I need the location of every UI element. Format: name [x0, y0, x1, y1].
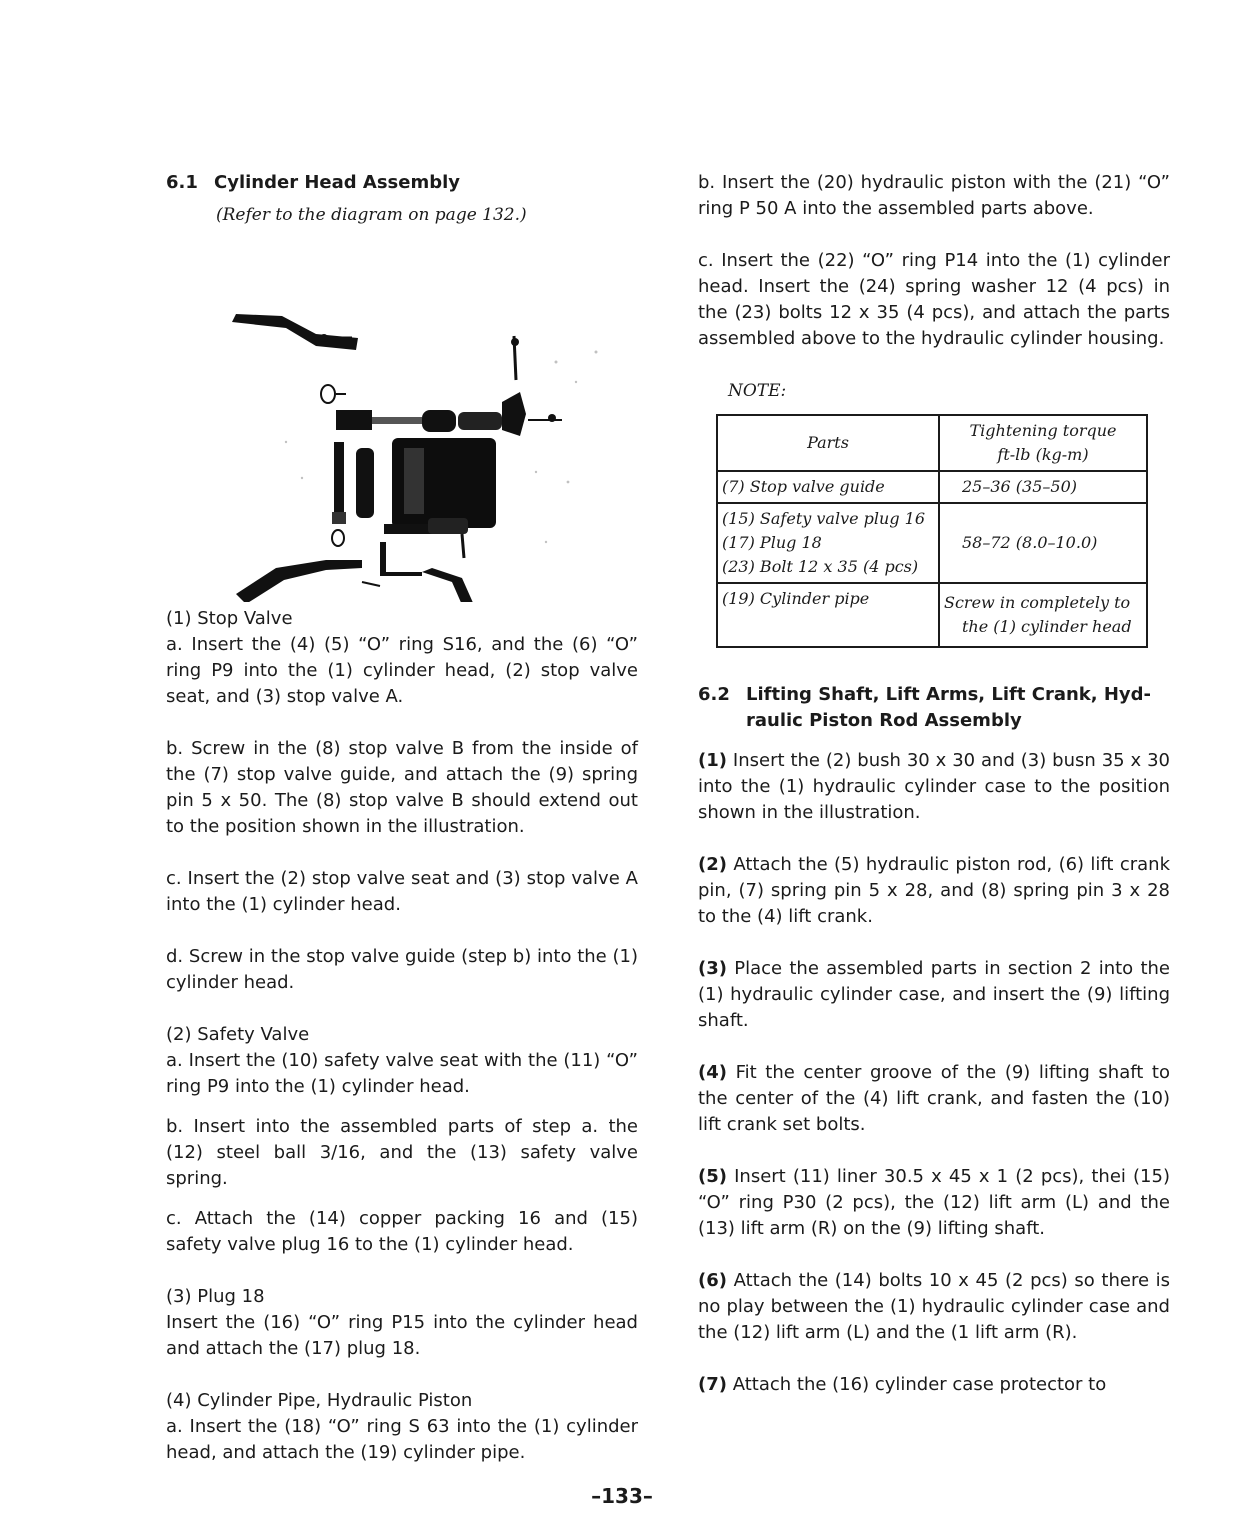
safety-valve-heading: (2) Safety Valve: [166, 1024, 310, 1045]
lift-step-5: [698, 1164, 1170, 1242]
lift-step-3: [698, 956, 1170, 1034]
row-3-torque-line-2: the (1) cylinder head: [962, 617, 1132, 636]
lift-step-1-text: Insert the (2) bush 30 x 30 and (3) busn 35 x 30 into the (1) hydraulic cylinder case to the position shown in the illustration.: [698, 750, 1170, 823]
lift-step-7-text: Attach the (16) cylinder case protector to: [732, 1374, 1107, 1395]
lift-step-7-num: (7): [698, 1374, 727, 1395]
lift-step-7: [698, 1372, 1170, 1398]
safety-valve-step-b: b. Insert into the assembled parts of step a. the (12) steel ball 3/16, and the (13) safety valve spring.: [166, 1116, 638, 1189]
row-3-torque: [939, 583, 1147, 647]
table-row: [717, 583, 1147, 647]
section-2-title-line-2: raulic Piston Rod Assembly: [746, 710, 1022, 731]
lift-step-1-num: (1): [698, 750, 727, 771]
diagram-reference: (Refer to the diagram on page 132.): [216, 205, 527, 225]
stop-valve-step-c: c. Insert the (2) stop valve seat and (3) stop valve A into the (1) cylinder head.: [166, 868, 638, 915]
plug-heading: (3) Plug 18: [166, 1286, 265, 1307]
row-2-parts-line-2: (17) Plug 18: [722, 533, 822, 552]
lift-step-3-num: (3): [698, 958, 727, 979]
plug-text: Insert the (16) “O” ring P15 into the cylinder head and attach the (17) plug 18.: [166, 1312, 638, 1359]
row-3-torque-line-1: Screw in completely to: [944, 593, 1131, 612]
section-2-title-line-1: Lifting Shaft, Lift Arms, Lift Crank, Hyd-: [746, 684, 1152, 705]
right-column: [698, 170, 1170, 1398]
piston-step-b: b. Insert the (20) hydraulic piston with the (21) “O” ring P 50 A into the assembled parts above.: [698, 172, 1170, 219]
safety-valve-step-c: c. Attach the (14) copper packing 16 and (15) safety valve plug 16 to the (1) cylinder head.: [166, 1208, 638, 1255]
cylinder-pipe-heading: (4) Cylinder Pipe, Hydraulic Piston: [166, 1390, 473, 1411]
lift-step-6-text: Attach the (14) bolts 10 x 45 (2 pcs) so there is no play between the (1) hydraulic cylinder case and the (12) lift arm (L) and the (1 lift arm (R).: [698, 1270, 1171, 1343]
lift-step-2-text: Attach the (5) hydraulic piston rod, (6) lift crank pin, (7) spring pin 5 x 28, and (8) spring pin 3 x 28 to the (4) lift crank.: [698, 854, 1170, 927]
section-6-2-title: [698, 682, 1170, 734]
cylinder-head-exploded-view: [166, 242, 636, 602]
stop-valve-step-d: d. Screw in the stop valve guide (step b) into the (1) cylinder head.: [166, 946, 638, 993]
cylinder-pipe-step-a: a. Insert the (18) “O” ring S 63 into the (1) cylinder head, and attach the (19) cylinder pipe.: [166, 1416, 638, 1463]
left-column: [166, 170, 638, 1466]
row-2-parts-line-3: (23) Bolt 12 x 35 (4 pcs): [722, 557, 919, 576]
lift-step-5-num: (5): [698, 1166, 727, 1187]
lift-step-2: [698, 852, 1170, 930]
lift-step-4-num: (4): [698, 1062, 727, 1083]
lift-step-5-text: Insert (11) liner 30.5 x 45 x 1 (2 pcs), thei (15) “O” ring P30 (2 pcs), the (12) lift arm (L) and the (13) lift arm (R) on the (9) lifting shaft.: [698, 1166, 1170, 1239]
table-row: [717, 503, 1147, 583]
piston-step-c: c. Insert the (22) “O” ring P14 into the (1) cylinder head. Insert the (24) spring washer 12 (4 pcs) in the (23) bolts 12 x 35 (4 pcs), and attach the parts assembled above to the hydraulic cylinder housing.: [698, 250, 1170, 349]
lift-step-2-num: (2): [698, 854, 727, 875]
row-1-parts: (7) Stop valve guide: [717, 471, 939, 503]
exploded-parts-illustration: [166, 242, 636, 602]
row-2-parts-line-1: (15) Safety valve plug 16: [722, 509, 926, 528]
table-header-row: [717, 415, 1147, 471]
section-6-1-title: [166, 170, 638, 196]
note-label: NOTE:: [728, 381, 787, 401]
row-2-parts: [717, 503, 939, 583]
page-number: –133–: [591, 1484, 653, 1508]
safety-valve-step-a: a. Insert the (10) safety valve seat with the (11) “O” ring P9 into the (1) cylinder head.: [166, 1050, 638, 1097]
lift-step-6: [698, 1268, 1170, 1346]
stop-valve-step-b: b. Screw in the (8) stop valve B from the inside of the (7) stop valve guide, and attach the (9) spring pin 5 x 50. The (8) stop valve B should extend out to the position shown in the illustration.: [166, 738, 638, 837]
lift-step-6-num: (6): [698, 1270, 727, 1291]
header-torque-line-1: Tightening torque: [969, 421, 1117, 440]
row-1-torque: 25–36 (35–50): [939, 471, 1147, 503]
lift-step-4-text: Fit the center groove of the (9) lifting shaft to the center of the (4) lift crank, and fasten the (10) lift crank set bolts.: [698, 1062, 1170, 1135]
section-number: 6.1: [166, 172, 198, 193]
stop-valve-heading: (1) Stop Valve: [166, 608, 293, 629]
stop-valve-step-a: a. Insert the (4) (5) “O” ring S16, and the (6) “O” ring P9 into the (1) cylinder head, (2) stop valve seat, and (3) stop valve A.: [166, 634, 638, 707]
section-2-number: 6.2: [698, 684, 730, 705]
lift-step-3-text: Place the assembled parts in section 2 into the (1) hydraulic cylinder case, and insert the (9) lifting shaft.: [698, 958, 1170, 1031]
lift-step-1: [698, 748, 1170, 826]
section-title-text: Cylinder Head Assembly: [214, 172, 461, 193]
table-row: [717, 471, 1147, 503]
torque-table: [716, 414, 1148, 648]
row-2-torque: 58–72 (8.0–10.0): [939, 503, 1147, 583]
lift-step-4: [698, 1060, 1170, 1138]
header-parts: Parts: [717, 415, 939, 471]
header-torque-line-2: ft-lb (kg-m): [997, 445, 1089, 464]
header-torque: [939, 415, 1147, 471]
row-3-parts: (19) Cylinder pipe: [717, 583, 939, 647]
